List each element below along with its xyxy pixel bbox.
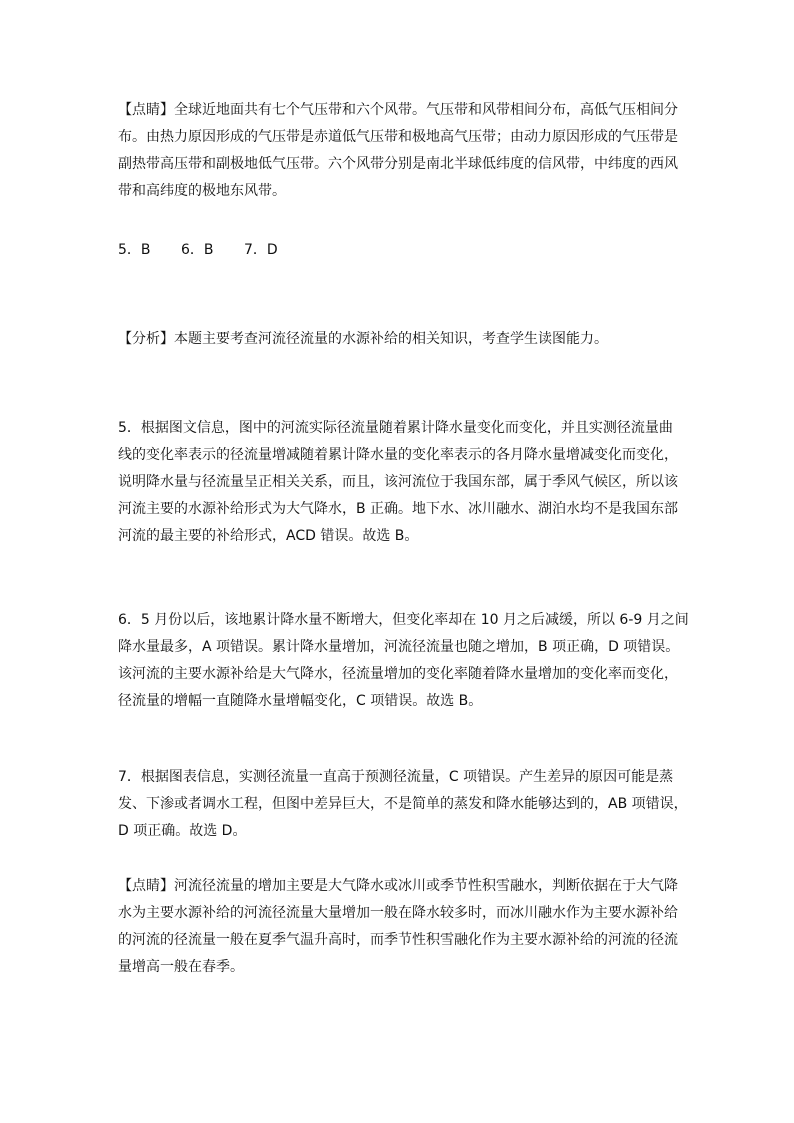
analysis-paragraph (118, 326, 683, 353)
text-line: 7．根据图表信息，实测径流量一直高于预测径流量，C 项错误。产生差异的原因可能是蒸 (118, 769, 674, 785)
text-line: 量增高一般在春季。 (118, 959, 244, 975)
question-5-explanation (118, 415, 683, 550)
text-line: 线的变化率表示的径流量增减随着累计降水量的变化率表示的各月降水量增减变化而变化， (118, 447, 678, 463)
text-line: 该河流的主要水源补给是大气降水，径流量增加的变化率随着降水量增加的变化率而变化， (118, 666, 678, 682)
answer-5: 5．B (118, 242, 151, 258)
text-line: 河流的最主要的补给形式，ACD 错误。故选 B。 (118, 528, 419, 544)
answer-key (118, 237, 683, 264)
text-line: 说明降水量与径流量呈正相关关系，而且，该河流位于我国东部，属于季风气候区，所以该 (118, 474, 678, 490)
answer-6: 6．B (180, 242, 214, 258)
text-line: 径流量的增幅一直随降水量增幅变化，C 项错误。故选 B。 (118, 693, 483, 709)
text-line: D 项正确。故选 D。 (118, 823, 247, 839)
text-line: 【点睛】全球近地面共有七个气压带和六个风带。气压带和风带相间分布，高低气压相间分 (118, 102, 678, 118)
text-line: 布。由热力原因形成的气压带是赤道低气压带和极地高气压带；由动力原因形成的气压带是 (118, 129, 678, 145)
question-6-explanation (118, 607, 689, 715)
text-line: 【分析】本题主要考查河流径流量的水源补给的相关知识，考查学生读图能力。 (118, 331, 608, 347)
text-line: 副热带高压带和副极地低气压带。六个风带分别是南北半球低纬度的信风带，中纬度的西风 (118, 156, 678, 172)
text-line: 降水量最多，A 项错误。累计降水量增加，河流径流量也随之增加，B 项正确，D 项错误。 (118, 639, 680, 655)
question-7-explanation (118, 764, 688, 845)
dianjing-paragraph-2 (118, 873, 683, 981)
dianjing-paragraph-1 (118, 97, 683, 205)
text-line: 的河流的径流量一般在夏季气温升高时，而季节性积雪融化作为主要水源补给的河流的径流 (118, 932, 678, 948)
text-line: 发、下渗或者调水工程，但图中差异巨大，不是简单的蒸发和降水能够达到的，AB 项错误， (118, 796, 688, 812)
answer-7: 7．D (243, 242, 278, 258)
text-line: 6．5 月份以后，该地累计降水量不断增大，但变化率却在 10 月之后减缓，所以 6-9 月之间 (118, 612, 689, 628)
text-line: 河流主要的水源补给形式为大气降水，B 正确。地下水、冰川融水、湖泊水均不是我国东部 (118, 501, 679, 517)
text-line: 水为主要水源补给的河流径流量大量增加一般在降水较多时，而冰川融水作为主要水源补给 (118, 905, 678, 921)
text-line: 带和高纬度的极地东风带。 (118, 183, 286, 199)
text-line: 【点睛】河流径流量的增加主要是大气降水或冰川或季节性积雪融水，判断依据在于大气降 (118, 878, 678, 894)
text-line: 5．根据图文信息，图中的河流实际径流量随着累计降水量变化而变化，并且实测径流量曲 (118, 420, 673, 436)
